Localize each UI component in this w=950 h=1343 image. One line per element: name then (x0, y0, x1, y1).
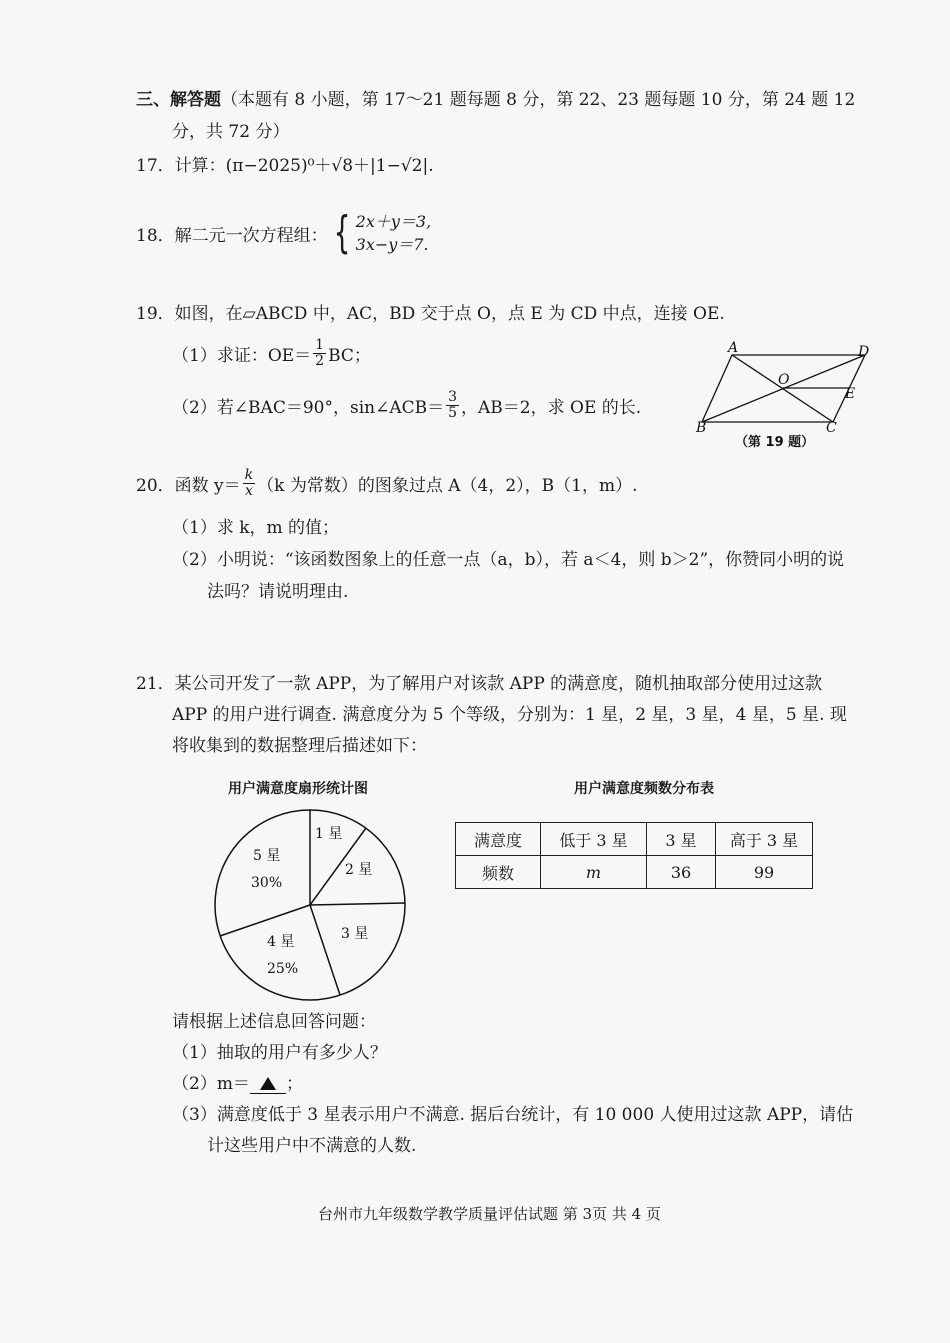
q21-prompt: 请根据上述信息回答问题： (172, 1012, 376, 1032)
fraction-numerator: 1 (315, 337, 325, 353)
label-a: A (728, 340, 739, 356)
table-header: 低于 3 星 (541, 823, 647, 856)
pie-divider (310, 905, 340, 995)
fraction-denominator: x (244, 482, 253, 499)
label-o: O (778, 372, 790, 388)
question-19 (136, 306, 725, 323)
question-prefix: 函数 y＝ (174, 475, 241, 496)
pie-slice-label: 1 星 (315, 826, 343, 842)
fraction (313, 338, 326, 368)
part-suffix: ； (285, 1074, 303, 1094)
equation-system (328, 207, 432, 259)
q21-part3-line1: （3）满意度低于 3 星表示用户不满意. 据后台统计，有 10 000 人使用过这款 APP，请估 (172, 1105, 854, 1125)
equation-1: 2x＋y＝3, (355, 212, 432, 231)
question-20 (136, 468, 638, 498)
q20-part2-line1: （2）小明说：“该函数图象上的任意一点（a，b），若 a＜4，则 b＞2”，你赞同小明的说 (172, 550, 845, 570)
parallelogram-figure (690, 340, 880, 455)
table-header: 高于 3 星 (716, 823, 813, 856)
fraction-denominator: 2 (315, 352, 325, 369)
left-brace-icon: { (333, 207, 351, 259)
pie-slice-label: 3 星 (341, 926, 369, 942)
table-header: 满意度 (456, 823, 541, 856)
question-21-line2: APP 的用户进行调查. 满意度分为 5 个等级，分别为：1 星，2 星，3 星，4 星，5 星. 现 (172, 705, 847, 725)
q19-part2 (172, 390, 641, 420)
table-header-row (456, 823, 813, 856)
section-header (136, 92, 855, 109)
figure-caption: （第 19 题） (735, 435, 815, 450)
question-number: 21． (136, 674, 175, 694)
question-21-line3: 将收集到的数据整理后描述如下： (172, 736, 427, 756)
table-row (456, 856, 813, 889)
pie-slice-label: 4 星 (267, 934, 295, 950)
question-21 (136, 676, 822, 693)
pie-chart-title: 用户满意度扇形统计图 (228, 781, 368, 797)
equation-2: 3x−y＝7. (355, 235, 429, 255)
part-prefix: （2）m＝ (172, 1074, 250, 1094)
question-stem: 如图，在▱ABCD 中，AC，BD 交于点 O，点 E 为 CD 中点，连接 OE. (174, 304, 725, 324)
pie-divider (220, 905, 310, 936)
table-cell: m (541, 856, 647, 889)
table-row-label: 频数 (456, 856, 541, 889)
q21-part3-line2: 计这些用户中不满意的人数. (207, 1136, 417, 1156)
label-e: E (845, 386, 856, 402)
question-line1: 某公司开发了一款 APP，为了解用户对该款 APP 的满意度，随机抽取部分使用过这款 (174, 674, 823, 694)
part-prefix: （1）求证：OE＝ (172, 345, 312, 366)
part-prefix: （2）若∠BAC＝90°，sin∠ACB＝ (172, 397, 445, 418)
fraction (243, 468, 255, 498)
fraction (446, 390, 459, 420)
q21-part1: （1）抽取的用户有多少人？ (172, 1043, 387, 1063)
frequency-table (455, 822, 813, 889)
question-number: 19． (136, 304, 175, 324)
label-d: D (858, 344, 870, 360)
question-suffix: （k 为常数）的图象过点 A（4，2），B（1，m）. (257, 475, 638, 496)
pie-slice-percent: 30% (251, 875, 283, 891)
q20-part1: （1）求 k，m 的值； (172, 518, 340, 538)
fraction-denominator: 5 (448, 404, 458, 421)
triangle-icon (260, 1077, 276, 1090)
question-text: 解二元一次方程组： (174, 225, 328, 246)
question-number: 18． (136, 225, 175, 246)
section-note-line2: 分，共 72 分） (172, 122, 290, 142)
question-number: 17． (136, 156, 175, 176)
pie-slice-percent: 25% (267, 961, 299, 977)
question-number: 20． (136, 475, 175, 496)
label-b: B (696, 420, 707, 436)
q20-part2-line2: 法吗？请说明理由. (207, 582, 349, 602)
section-note: （本题有 8 小题，第 17～21 题每题 8 分，第 22、23 题每题 10 分，第 24 题 12 (221, 90, 856, 110)
pie-chart (205, 800, 415, 1010)
part-suffix: ，AB＝2，求 OE 的长. (461, 397, 642, 418)
fraction-numerator: 3 (448, 389, 458, 405)
table-cell: 99 (716, 856, 813, 889)
section-title: 三、解答题 (136, 90, 221, 110)
answer-blank (250, 1076, 286, 1094)
question-18 (136, 207, 432, 259)
table-cell: 36 (647, 856, 716, 889)
question-text: 计算：(π−2025)⁰＋√8＋|1−√2|. (174, 156, 434, 176)
part-suffix: BC； (328, 345, 371, 366)
page-footer: 台州市九年级数学教学质量评估试题 第 3页 共 4 页 (318, 1205, 661, 1223)
fraction-numerator: k (244, 467, 254, 483)
pie-divider (310, 903, 405, 905)
pie-slice-label: 2 星 (345, 862, 373, 878)
pie-slice-label: 5 星 (253, 848, 281, 864)
q21-part2 (172, 1076, 303, 1094)
table-header: 3 星 (647, 823, 716, 856)
q19-part1 (172, 338, 371, 368)
question-17 (136, 158, 434, 175)
table-title: 用户满意度频数分布表 (574, 781, 714, 797)
label-c: C (826, 420, 837, 436)
